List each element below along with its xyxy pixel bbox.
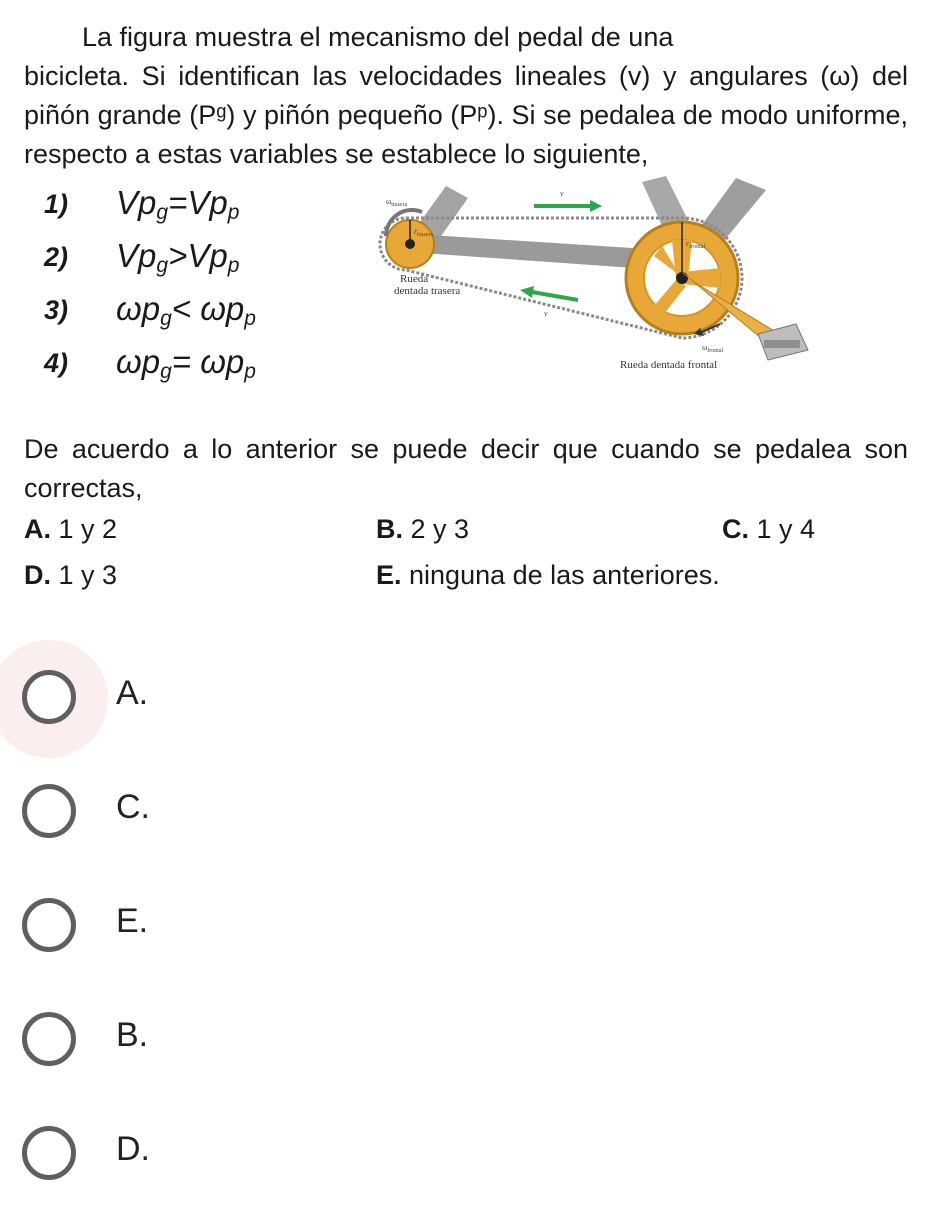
- radio-button[interactable]: [22, 784, 76, 838]
- option-label: B.: [116, 1016, 149, 1054]
- question-paragraph-2: De acuerdo a lo anterior se puede decir que cuando se pedalea son correctas,: [24, 434, 908, 503]
- option-e[interactable]: [0, 868, 928, 980]
- statement-4: [44, 337, 364, 390]
- choice-e: E. ninguna de las anteriores.: [376, 560, 720, 590]
- option-label: D.: [116, 1130, 150, 1168]
- question-block: [24, 18, 908, 604]
- option-a[interactable]: [0, 640, 928, 752]
- r-frontal-label: $r_{frontal}$: [686, 239, 706, 250]
- statement-expression: $\omega p_g= \omega p_p$: [116, 343, 256, 383]
- omega-trasera-label: $\omega_{trasera}$: [386, 197, 408, 208]
- omega-frontal-label: $\omega_{frontal}$: [702, 343, 724, 354]
- statement-expression: $Vp_g>Vp_p$: [116, 237, 240, 277]
- choice-d: D. 1 y 3: [24, 560, 118, 590]
- choice-a: A. 1 y 2: [24, 514, 118, 544]
- velocity-arrow-top: [534, 200, 602, 212]
- rear-sprocket-label-2: dentada trasera: [394, 285, 461, 297]
- radio-button[interactable]: [22, 670, 76, 724]
- statement-2: [44, 231, 364, 284]
- radio-button[interactable]: [22, 1012, 76, 1066]
- option-label: A.: [116, 674, 149, 712]
- statement-number: 3): [44, 295, 69, 325]
- statement-expression: $\omega p_g< \omega p_p$: [116, 290, 256, 330]
- option-label: C.: [116, 788, 150, 826]
- statement-number: 2): [44, 242, 69, 272]
- option-label: E.: [116, 902, 149, 940]
- question-text-rest: bicicleta. Si identifican las velocidades lineales (v) y angulares (ω) del piñón grande (Pᵍ) y piñón pequeño (Pᵖ). Si se pedalea de modo uniforme, respecto a estas variables se establece lo siguiente,: [24, 61, 908, 169]
- statement-number: 1): [44, 189, 69, 219]
- statement-expression: $Vp_g=Vp_p$: [116, 184, 240, 224]
- statements-and-figure: [24, 174, 908, 424]
- choice-b: B. 2 y 3: [376, 514, 470, 544]
- v-top-label: v: [560, 189, 564, 198]
- r-trasera-label: $r_{trasera}$: [414, 227, 434, 238]
- choice-c: C. 1 y 4: [722, 514, 816, 544]
- rear-sprocket-label-1: Rueda: [400, 273, 429, 285]
- v-bottom-label: v: [544, 309, 548, 318]
- statement-list: [44, 178, 364, 390]
- option-d[interactable]: [0, 1096, 928, 1208]
- question-paragraph-1: [24, 18, 908, 174]
- answer-choices: [24, 514, 908, 604]
- question-line-1: La figura muestra el mecanismo del pedal de una: [82, 22, 674, 52]
- bicycle-pedal-figure: [364, 174, 834, 384]
- option-c[interactable]: [0, 754, 928, 866]
- option-b[interactable]: [0, 982, 928, 1094]
- radio-button[interactable]: [22, 898, 76, 952]
- front-chainring-label: Rueda dentada frontal: [620, 359, 718, 371]
- radio-button[interactable]: [22, 1126, 76, 1180]
- statement-number: 4): [44, 348, 69, 378]
- velocity-arrow-bottom: [520, 286, 578, 300]
- statement-3: [44, 284, 364, 337]
- statement-1: [44, 178, 364, 231]
